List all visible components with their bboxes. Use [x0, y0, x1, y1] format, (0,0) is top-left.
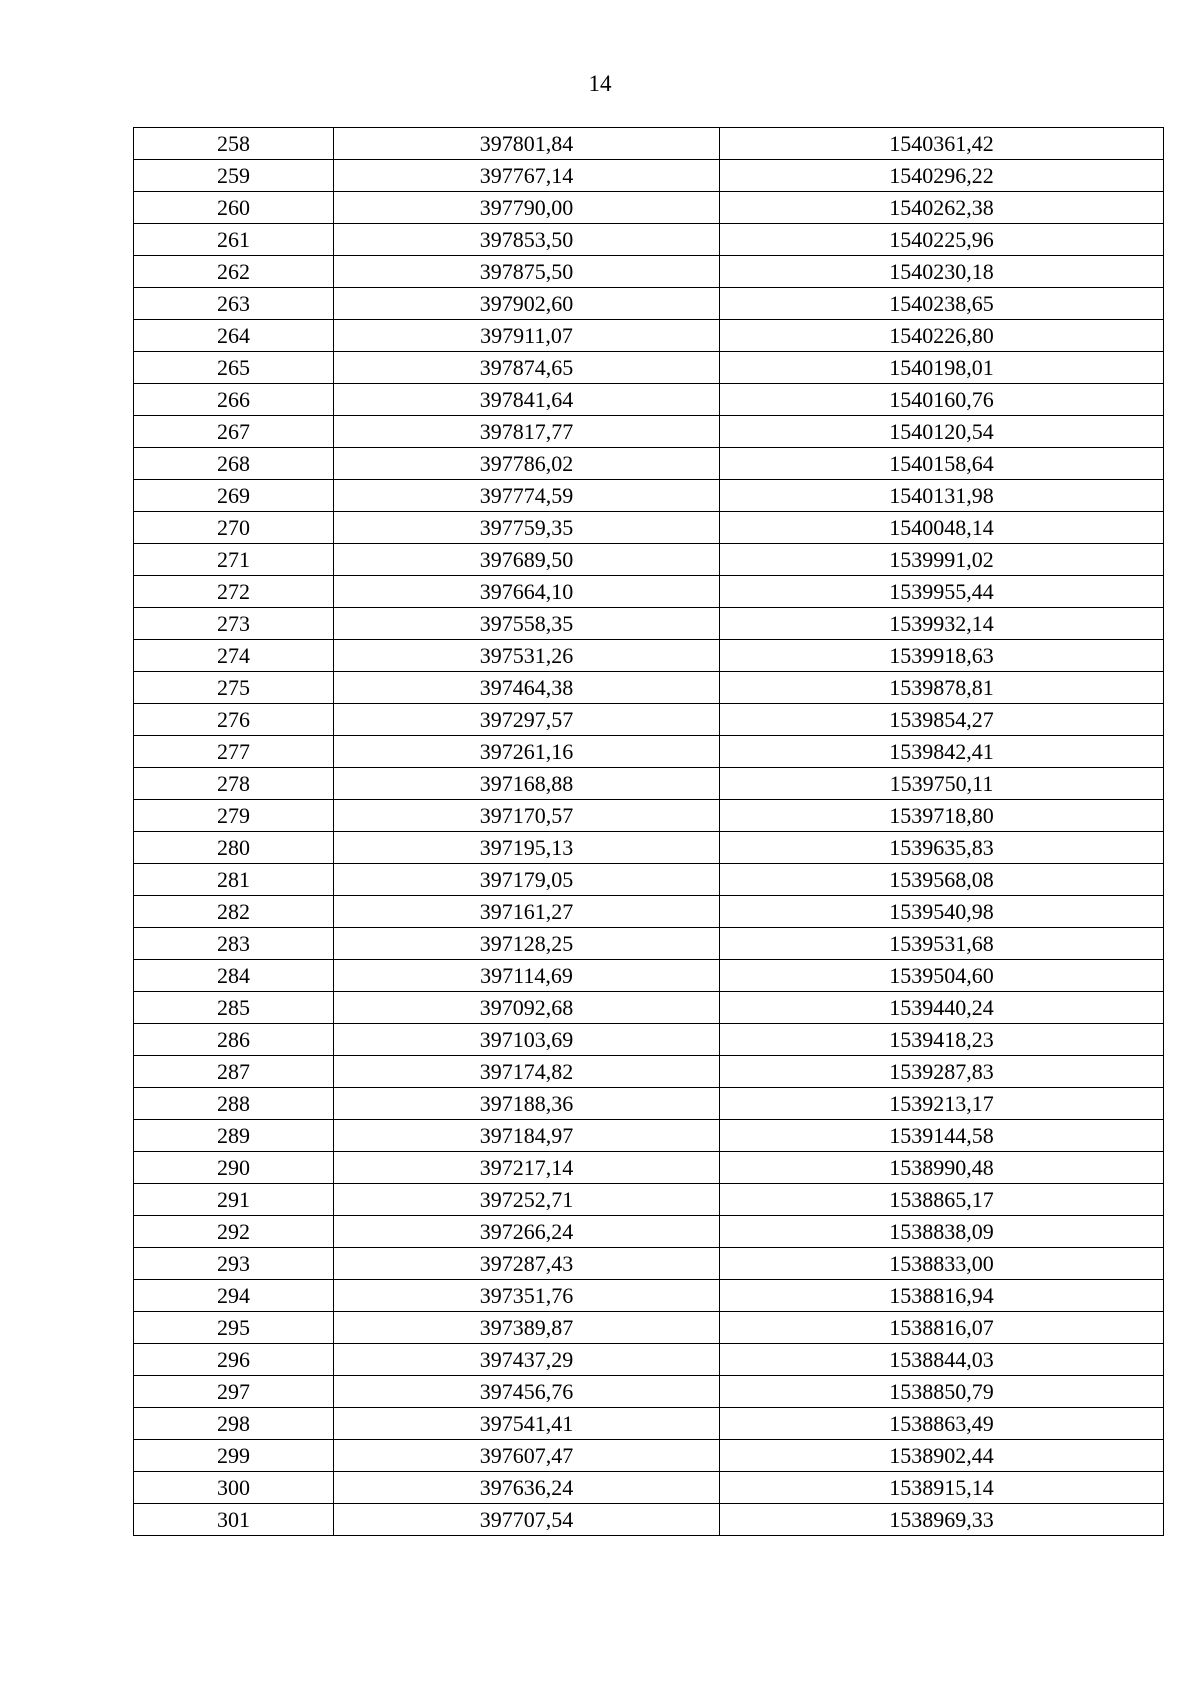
x-coordinate-cell: 397174,82 — [334, 1056, 720, 1088]
table-row — [134, 1408, 1164, 1440]
point-number-cell: 278 — [134, 768, 334, 800]
point-number-cell: 270 — [134, 512, 334, 544]
table-row — [134, 128, 1164, 160]
point-number-cell: 298 — [134, 1408, 334, 1440]
x-coordinate-cell: 397188,36 — [334, 1088, 720, 1120]
table-row — [134, 1216, 1164, 1248]
table-row — [134, 416, 1164, 448]
point-number-cell: 264 — [134, 320, 334, 352]
table-row — [134, 1088, 1164, 1120]
point-number-cell: 288 — [134, 1088, 334, 1120]
x-coordinate-cell: 397790,00 — [334, 192, 720, 224]
point-number-cell: 277 — [134, 736, 334, 768]
point-number-cell: 268 — [134, 448, 334, 480]
table-row — [134, 736, 1164, 768]
point-number-cell: 296 — [134, 1344, 334, 1376]
table-row — [134, 640, 1164, 672]
x-coordinate-cell: 397389,87 — [334, 1312, 720, 1344]
x-coordinate-cell: 397874,65 — [334, 352, 720, 384]
point-number-cell: 289 — [134, 1120, 334, 1152]
x-coordinate-cell: 397817,77 — [334, 416, 720, 448]
y-coordinate-cell: 1538816,94 — [720, 1280, 1164, 1312]
point-number-cell: 265 — [134, 352, 334, 384]
table-row — [134, 768, 1164, 800]
table-row — [134, 608, 1164, 640]
y-coordinate-cell: 1538915,14 — [720, 1472, 1164, 1504]
y-coordinate-cell: 1539440,24 — [720, 992, 1164, 1024]
coordinates-table — [133, 127, 1164, 1536]
table-row — [134, 1184, 1164, 1216]
x-coordinate-cell: 397217,14 — [334, 1152, 720, 1184]
table-row — [134, 1248, 1164, 1280]
point-number-cell: 280 — [134, 832, 334, 864]
point-number-cell: 297 — [134, 1376, 334, 1408]
table-row — [134, 352, 1164, 384]
y-coordinate-cell: 1540160,76 — [720, 384, 1164, 416]
table-row — [134, 896, 1164, 928]
x-coordinate-cell: 397853,50 — [334, 224, 720, 256]
point-number-cell: 258 — [134, 128, 334, 160]
x-coordinate-cell: 397261,16 — [334, 736, 720, 768]
x-coordinate-cell: 397636,24 — [334, 1472, 720, 1504]
table-row — [134, 1376, 1164, 1408]
x-coordinate-cell: 397767,14 — [334, 160, 720, 192]
y-coordinate-cell: 1539213,17 — [720, 1088, 1164, 1120]
point-number-cell: 283 — [134, 928, 334, 960]
point-number-cell: 284 — [134, 960, 334, 992]
x-coordinate-cell: 397252,71 — [334, 1184, 720, 1216]
table-row — [134, 800, 1164, 832]
table-row — [134, 1280, 1164, 1312]
point-number-cell: 263 — [134, 288, 334, 320]
y-coordinate-cell: 1539540,98 — [720, 896, 1164, 928]
x-coordinate-cell: 397531,26 — [334, 640, 720, 672]
y-coordinate-cell: 1538833,00 — [720, 1248, 1164, 1280]
y-coordinate-cell: 1539918,63 — [720, 640, 1164, 672]
x-coordinate-cell: 397464,38 — [334, 672, 720, 704]
y-coordinate-cell: 1540296,22 — [720, 160, 1164, 192]
table-row — [134, 1120, 1164, 1152]
y-coordinate-cell: 1539418,23 — [720, 1024, 1164, 1056]
table-row — [134, 1504, 1164, 1536]
point-number-cell: 301 — [134, 1504, 334, 1536]
point-number-cell: 281 — [134, 864, 334, 896]
y-coordinate-cell: 1539932,14 — [720, 608, 1164, 640]
x-coordinate-cell: 397801,84 — [334, 128, 720, 160]
y-coordinate-cell: 1538850,79 — [720, 1376, 1164, 1408]
x-coordinate-cell: 397689,50 — [334, 544, 720, 576]
y-coordinate-cell: 1539568,08 — [720, 864, 1164, 896]
x-coordinate-cell: 397168,88 — [334, 768, 720, 800]
table-row — [134, 960, 1164, 992]
table-row — [134, 1024, 1164, 1056]
y-coordinate-cell: 1540120,54 — [720, 416, 1164, 448]
table-row — [134, 544, 1164, 576]
x-coordinate-cell: 397759,35 — [334, 512, 720, 544]
point-number-cell: 291 — [134, 1184, 334, 1216]
point-number-cell: 294 — [134, 1280, 334, 1312]
x-coordinate-cell: 397297,57 — [334, 704, 720, 736]
point-number-cell: 262 — [134, 256, 334, 288]
point-number-cell: 279 — [134, 800, 334, 832]
x-coordinate-cell: 397266,24 — [334, 1216, 720, 1248]
table-row — [134, 288, 1164, 320]
table-row — [134, 384, 1164, 416]
table-row — [134, 992, 1164, 1024]
x-coordinate-cell: 397170,57 — [334, 800, 720, 832]
table-row — [134, 704, 1164, 736]
point-number-cell: 260 — [134, 192, 334, 224]
table-row — [134, 1344, 1164, 1376]
table-row — [134, 576, 1164, 608]
table-row — [134, 448, 1164, 480]
point-number-cell: 292 — [134, 1216, 334, 1248]
x-coordinate-cell: 397902,60 — [334, 288, 720, 320]
table-row — [134, 1056, 1164, 1088]
point-number-cell: 274 — [134, 640, 334, 672]
x-coordinate-cell: 397456,76 — [334, 1376, 720, 1408]
table-row — [134, 192, 1164, 224]
x-coordinate-cell: 397128,25 — [334, 928, 720, 960]
y-coordinate-cell: 1538838,09 — [720, 1216, 1164, 1248]
y-coordinate-cell: 1539854,27 — [720, 704, 1164, 736]
table-row — [134, 672, 1164, 704]
table-row — [134, 1472, 1164, 1504]
point-number-cell: 259 — [134, 160, 334, 192]
x-coordinate-cell: 397774,59 — [334, 480, 720, 512]
point-number-cell: 299 — [134, 1440, 334, 1472]
point-number-cell: 287 — [134, 1056, 334, 1088]
table-row — [134, 1312, 1164, 1344]
point-number-cell: 273 — [134, 608, 334, 640]
table-row — [134, 832, 1164, 864]
x-coordinate-cell: 397351,76 — [334, 1280, 720, 1312]
y-coordinate-cell: 1539718,80 — [720, 800, 1164, 832]
point-number-cell: 286 — [134, 1024, 334, 1056]
table-row — [134, 320, 1164, 352]
x-coordinate-cell: 397558,35 — [334, 608, 720, 640]
y-coordinate-cell: 1539287,83 — [720, 1056, 1164, 1088]
y-coordinate-cell: 1539878,81 — [720, 672, 1164, 704]
point-number-cell: 300 — [134, 1472, 334, 1504]
point-number-cell: 267 — [134, 416, 334, 448]
x-coordinate-cell: 397114,69 — [334, 960, 720, 992]
point-number-cell: 285 — [134, 992, 334, 1024]
coordinates-table-body — [134, 128, 1164, 1536]
x-coordinate-cell: 397092,68 — [334, 992, 720, 1024]
y-coordinate-cell: 1540226,80 — [720, 320, 1164, 352]
table-row — [134, 224, 1164, 256]
x-coordinate-cell: 397541,41 — [334, 1408, 720, 1440]
table-row — [134, 1152, 1164, 1184]
y-coordinate-cell: 1539955,44 — [720, 576, 1164, 608]
y-coordinate-cell: 1540262,38 — [720, 192, 1164, 224]
table-row — [134, 256, 1164, 288]
y-coordinate-cell: 1539991,02 — [720, 544, 1164, 576]
y-coordinate-cell: 1539750,11 — [720, 768, 1164, 800]
point-number-cell: 275 — [134, 672, 334, 704]
x-coordinate-cell: 397707,54 — [334, 1504, 720, 1536]
x-coordinate-cell: 397161,27 — [334, 896, 720, 928]
table-row — [134, 160, 1164, 192]
y-coordinate-cell: 1539842,41 — [720, 736, 1164, 768]
y-coordinate-cell: 1540131,98 — [720, 480, 1164, 512]
y-coordinate-cell: 1540361,42 — [720, 128, 1164, 160]
point-number-cell: 272 — [134, 576, 334, 608]
x-coordinate-cell: 397437,29 — [334, 1344, 720, 1376]
x-coordinate-cell: 397911,07 — [334, 320, 720, 352]
y-coordinate-cell: 1538990,48 — [720, 1152, 1164, 1184]
table-row — [134, 512, 1164, 544]
y-coordinate-cell: 1539635,83 — [720, 832, 1164, 864]
y-coordinate-cell: 1539531,68 — [720, 928, 1164, 960]
y-coordinate-cell: 1538865,17 — [720, 1184, 1164, 1216]
table-row — [134, 480, 1164, 512]
y-coordinate-cell: 1540048,14 — [720, 512, 1164, 544]
point-number-cell: 295 — [134, 1312, 334, 1344]
point-number-cell: 276 — [134, 704, 334, 736]
page-number: 14 — [588, 71, 612, 96]
y-coordinate-cell: 1538816,07 — [720, 1312, 1164, 1344]
x-coordinate-cell: 397875,50 — [334, 256, 720, 288]
y-coordinate-cell: 1539504,60 — [720, 960, 1164, 992]
y-coordinate-cell: 1540238,65 — [720, 288, 1164, 320]
point-number-cell: 282 — [134, 896, 334, 928]
x-coordinate-cell: 397786,02 — [334, 448, 720, 480]
point-number-cell: 269 — [134, 480, 334, 512]
point-number-cell: 293 — [134, 1248, 334, 1280]
x-coordinate-cell: 397184,97 — [334, 1120, 720, 1152]
y-coordinate-cell: 1538902,44 — [720, 1440, 1164, 1472]
point-number-cell: 271 — [134, 544, 334, 576]
y-coordinate-cell: 1540198,01 — [720, 352, 1164, 384]
y-coordinate-cell: 1540225,96 — [720, 224, 1164, 256]
x-coordinate-cell: 397607,47 — [334, 1440, 720, 1472]
y-coordinate-cell: 1538969,33 — [720, 1504, 1164, 1536]
y-coordinate-cell: 1538863,49 — [720, 1408, 1164, 1440]
x-coordinate-cell: 397195,13 — [334, 832, 720, 864]
point-number-cell: 266 — [134, 384, 334, 416]
y-coordinate-cell: 1539144,58 — [720, 1120, 1164, 1152]
table-row — [134, 1440, 1164, 1472]
point-number-cell: 261 — [134, 224, 334, 256]
y-coordinate-cell: 1540230,18 — [720, 256, 1164, 288]
x-coordinate-cell: 397103,69 — [334, 1024, 720, 1056]
table-row — [134, 864, 1164, 896]
point-number-cell: 290 — [134, 1152, 334, 1184]
x-coordinate-cell: 397664,10 — [334, 576, 720, 608]
x-coordinate-cell: 397179,05 — [334, 864, 720, 896]
y-coordinate-cell: 1538844,03 — [720, 1344, 1164, 1376]
y-coordinate-cell: 1540158,64 — [720, 448, 1164, 480]
x-coordinate-cell: 397841,64 — [334, 384, 720, 416]
table-row — [134, 928, 1164, 960]
x-coordinate-cell: 397287,43 — [334, 1248, 720, 1280]
